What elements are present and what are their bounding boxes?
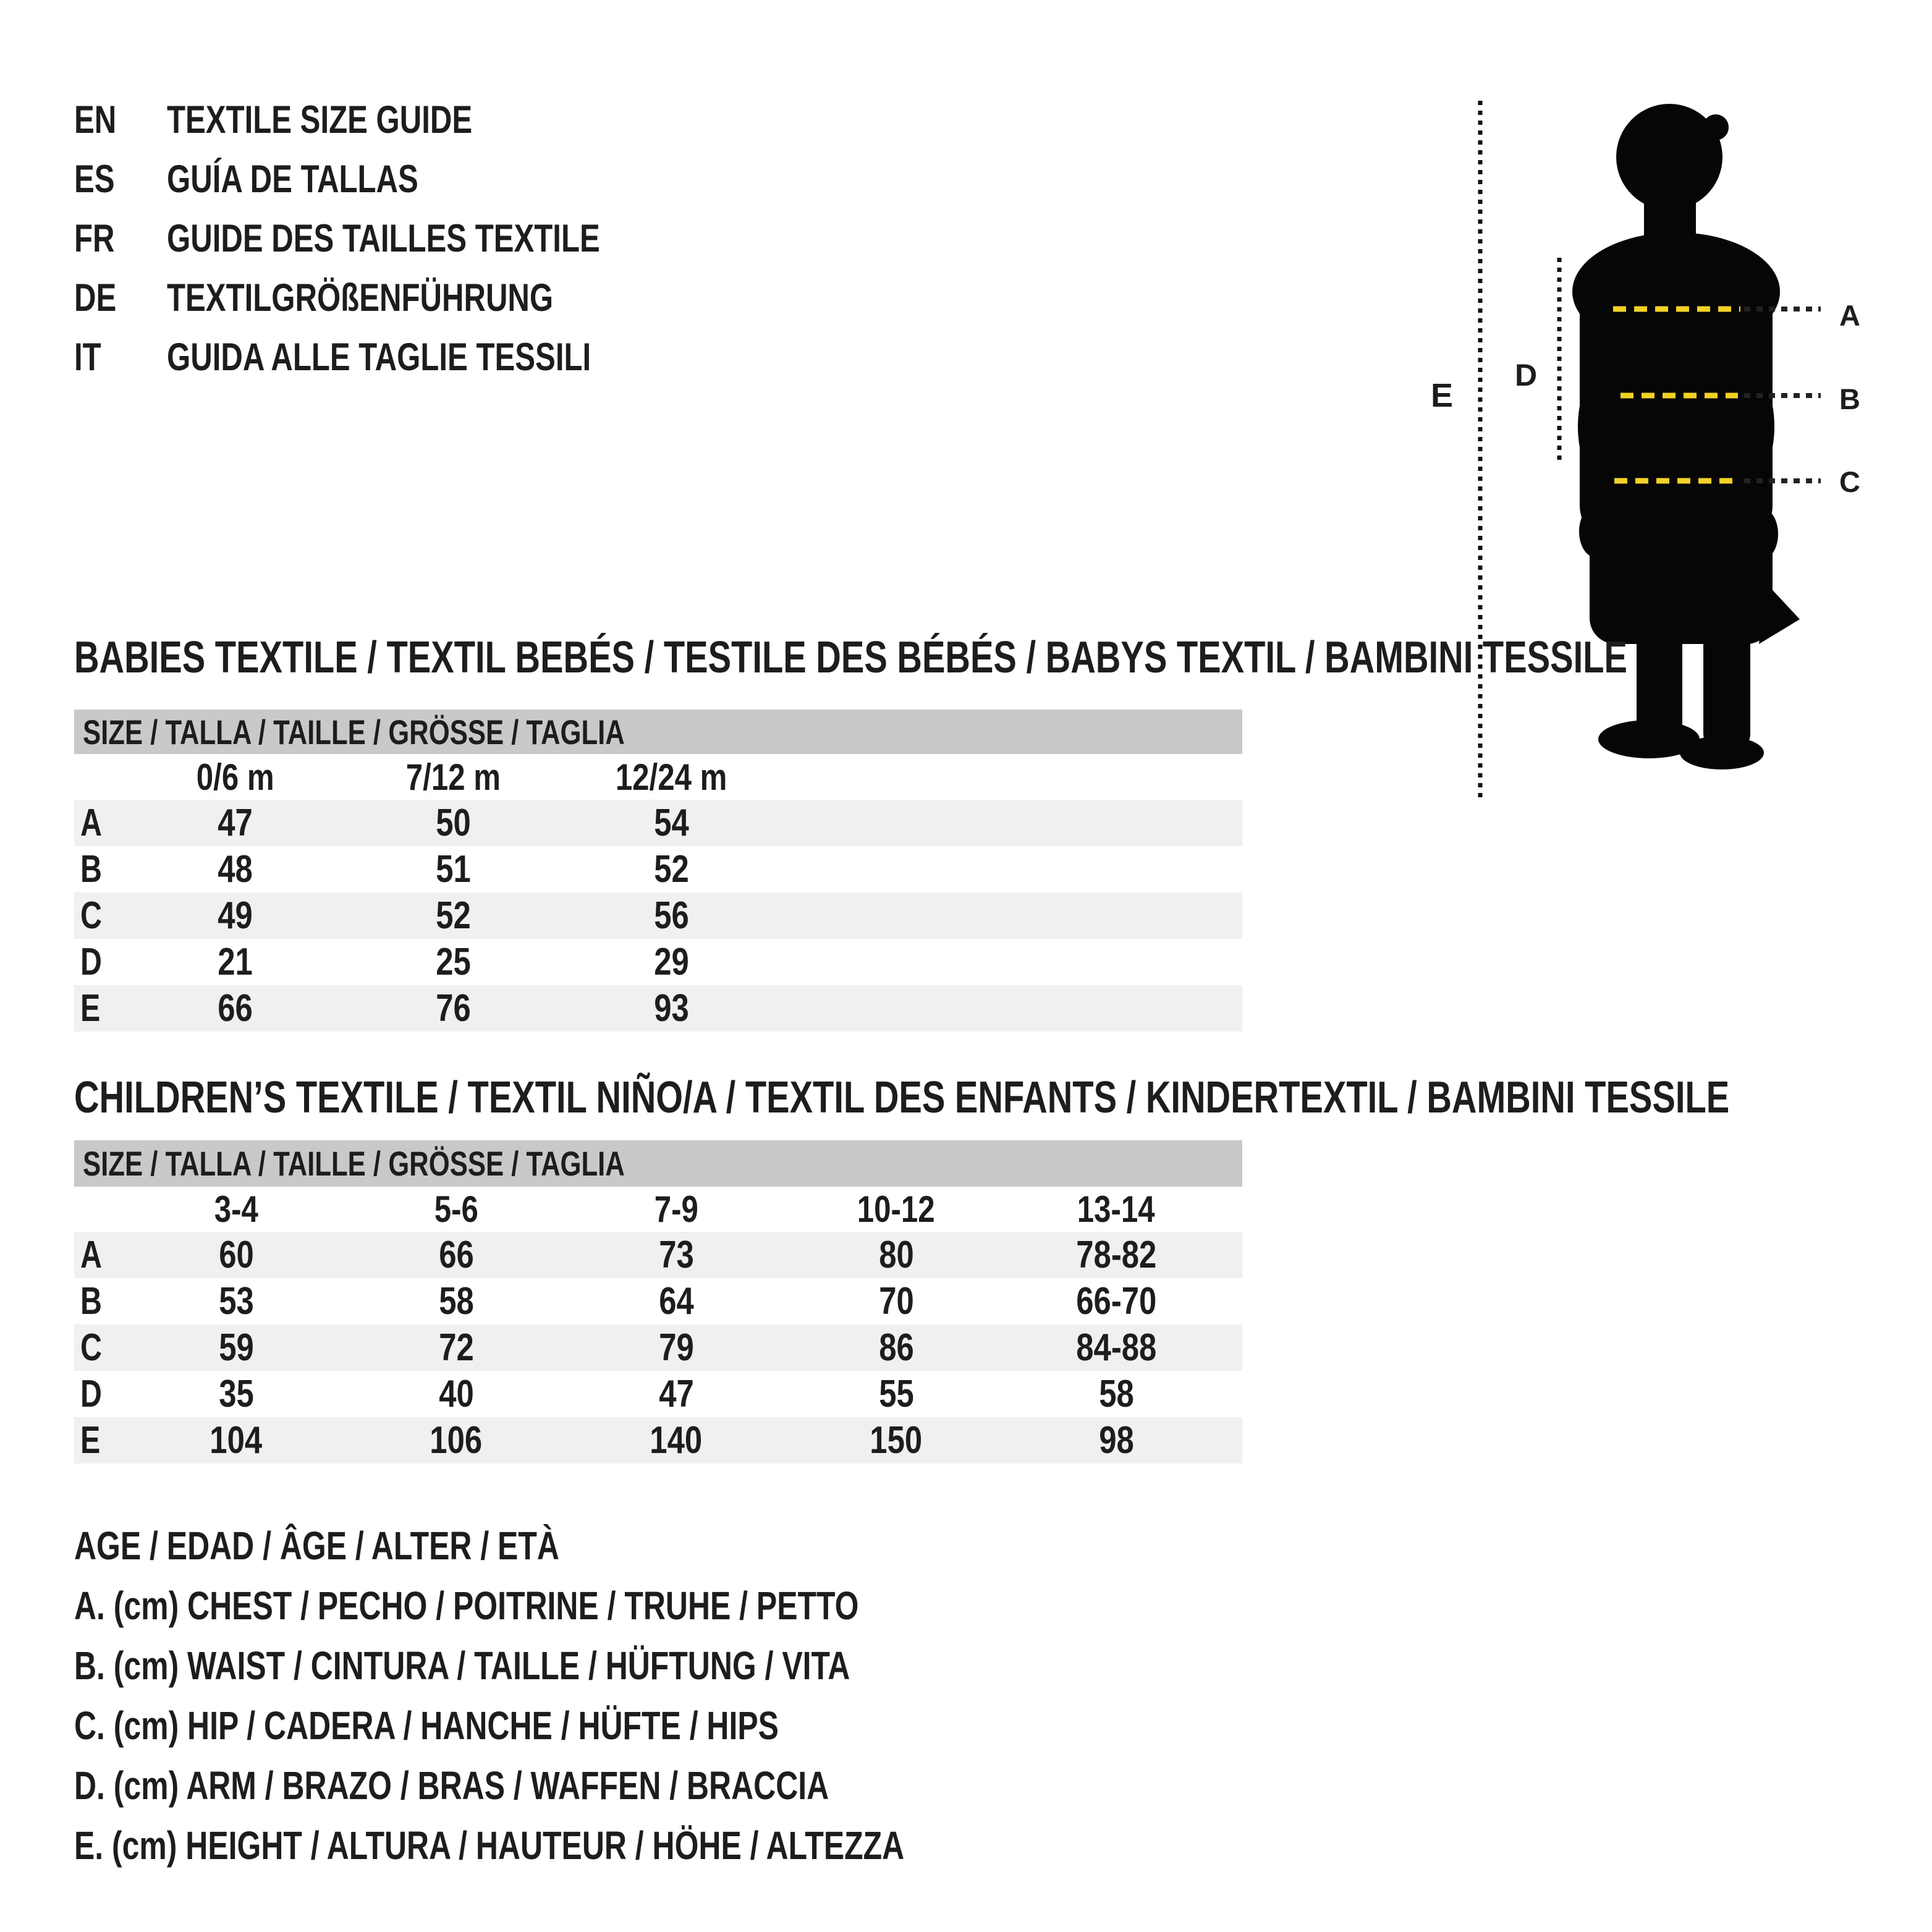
legend-line: E. (cm) HEIGHT / ALTURA / HAUTEUR / HÖHE / ALTEZZA [74,1823,905,1868]
cell-value: 66 [218,987,253,1030]
cell-value: 55 [878,1373,914,1415]
column-header: 0/6 m [196,756,274,798]
child-silhouette-figure [1415,93,1932,810]
table-row [74,1417,1242,1464]
cell-value: 80 [878,1234,914,1276]
table-row [74,939,1242,985]
silhouette-hair [1703,114,1729,140]
size-header-bar: SIZE / TALLA / TAILLE / GRÖSSE / TAGLIA [74,710,1242,754]
legend-line: A. (cm) CHEST / PECHO / POITRINE / TRUHE / PETTO [74,1583,859,1628]
cell-value: 72 [438,1326,474,1369]
cell-value: 56 [654,894,689,937]
language-row [74,150,722,209]
language-code: FR [74,217,115,260]
language-title-list [74,90,722,387]
language-code: EN [74,98,117,142]
row-label: D [80,1373,102,1415]
cell-value: 76 [436,987,471,1030]
babies-column-header-row [74,754,1242,800]
guide-title: TEXTILGRÖßENFÜHRUNG [167,276,554,320]
cell-value: 78-82 [1075,1234,1157,1276]
children-section-heading: CHILDREN’S TEXTILE / TEXTIL NIÑO/A / TEXTIL DES ENFANTS / KINDERTEXTIL / BAMBINI TESSILE [74,1073,1730,1122]
legend-line: B. (cm) WAIST / CINTURA / TAILLE / HÜFTUNG / VITA [74,1643,850,1688]
cell-value: 60 [218,1234,254,1276]
language-code: DE [74,276,117,320]
row-label: B [80,848,102,891]
cell-value: 40 [438,1373,474,1415]
language-row [74,328,722,387]
cell-value: 73 [658,1234,694,1276]
babies-size-table [74,710,1242,1032]
cell-value: 47 [218,802,253,844]
cell-value: 140 [650,1419,703,1462]
table-row [74,800,1242,846]
cell-value: 54 [654,802,689,844]
silhouette-shorts [1590,527,1773,644]
cell-value: 21 [218,941,253,983]
language-row [74,268,722,328]
table-row [74,1232,1242,1278]
cell-value: 79 [658,1326,694,1369]
cell-value: 98 [1098,1419,1134,1462]
children-column-header-row [74,1187,1242,1232]
column-header: 7/12 m [405,756,501,798]
cell-value: 35 [218,1373,254,1415]
cell-value: 64 [658,1280,694,1323]
language-row [74,209,722,268]
corner-cell [74,754,126,800]
row-label: C [80,1326,102,1369]
cell-value: 58 [438,1280,474,1323]
cell-value: 66 [438,1234,474,1276]
cell-value: 48 [218,848,253,891]
legend-line: AGE / EDAD / ÂGE / ALTER / ETÀ [74,1523,559,1568]
table-row [74,892,1242,939]
size-header-bar: SIZE / TALLA / TAILLE / GRÖSSE / TAGLIA [74,1140,1242,1187]
table-row [74,1278,1242,1324]
guide-title: TEXTILE SIZE GUIDE [167,98,473,142]
cell-value: 84-88 [1075,1326,1157,1369]
language-code: ES [74,158,115,201]
row-label: E [80,1419,101,1462]
cell-value: 66-70 [1075,1280,1157,1323]
corner-cell [74,1187,126,1232]
measure-label-d: D [1514,358,1538,392]
language-code: IT [74,336,101,379]
babies-section-heading: BABIES TEXTILE / TEXTIL BEBÉS / TESTILE DES BÉBÉS / BABYS TEXTIL / BAMBINI TESSILE [74,633,1627,682]
cell-value: 51 [436,848,471,891]
measure-label-e: E [1430,377,1454,414]
table-row [74,1324,1242,1371]
table-row [74,846,1242,892]
table-row [74,985,1242,1032]
row-label: B [80,1280,102,1323]
measurement-legend [74,1515,1138,1875]
silhouette-belly [1578,318,1774,535]
guide-title: GUIDA ALLE TAGLIE TESSILI [167,336,591,379]
children-size-table [74,1140,1242,1464]
cell-value: 70 [878,1280,914,1323]
column-header: 3-4 [214,1188,258,1230]
column-header: 7-9 [654,1188,698,1230]
column-header: 10-12 [857,1188,935,1230]
cell-value: 52 [436,894,471,937]
cell-value: 86 [878,1326,914,1369]
cell-value: 58 [1098,1373,1134,1415]
cell-value: 47 [658,1373,694,1415]
column-header: 13-14 [1077,1188,1155,1230]
language-row [74,90,722,150]
cell-value: 50 [436,802,471,844]
cell-value: 53 [218,1280,254,1323]
cell-value: 59 [218,1326,254,1369]
column-header: 5-6 [434,1188,478,1230]
legend-line: C. (cm) HIP / CADERA / HANCHE / HÜFTE / HIPS [74,1703,779,1748]
cell-value: 106 [430,1419,483,1462]
silhouette-right-shoe [1680,736,1764,769]
measure-label-a: A [1839,299,1860,332]
cell-value: 93 [654,987,689,1030]
row-label: C [80,894,102,937]
measure-label-b: B [1839,383,1860,415]
legend-line: D. (cm) ARM / BRAZO / BRAS / WAFFEN / BRACCIA [74,1763,829,1808]
cell-value: 104 [210,1419,263,1462]
row-label: A [80,802,102,844]
cell-value: 52 [654,848,689,891]
measure-label-c: C [1839,465,1860,498]
cell-value: 29 [654,941,689,983]
cell-value: 49 [218,894,253,937]
row-label: A [80,1234,102,1276]
guide-title: GUÍA DE TALLAS [167,158,418,201]
guide-title: GUIDE DES TAILLES TEXTILE [167,217,600,260]
cell-value: 150 [870,1419,923,1462]
column-header: 12/24 m [616,756,727,798]
row-label: E [80,987,101,1030]
row-label: D [80,941,102,983]
cell-value: 25 [436,941,471,983]
table-row [74,1371,1242,1417]
